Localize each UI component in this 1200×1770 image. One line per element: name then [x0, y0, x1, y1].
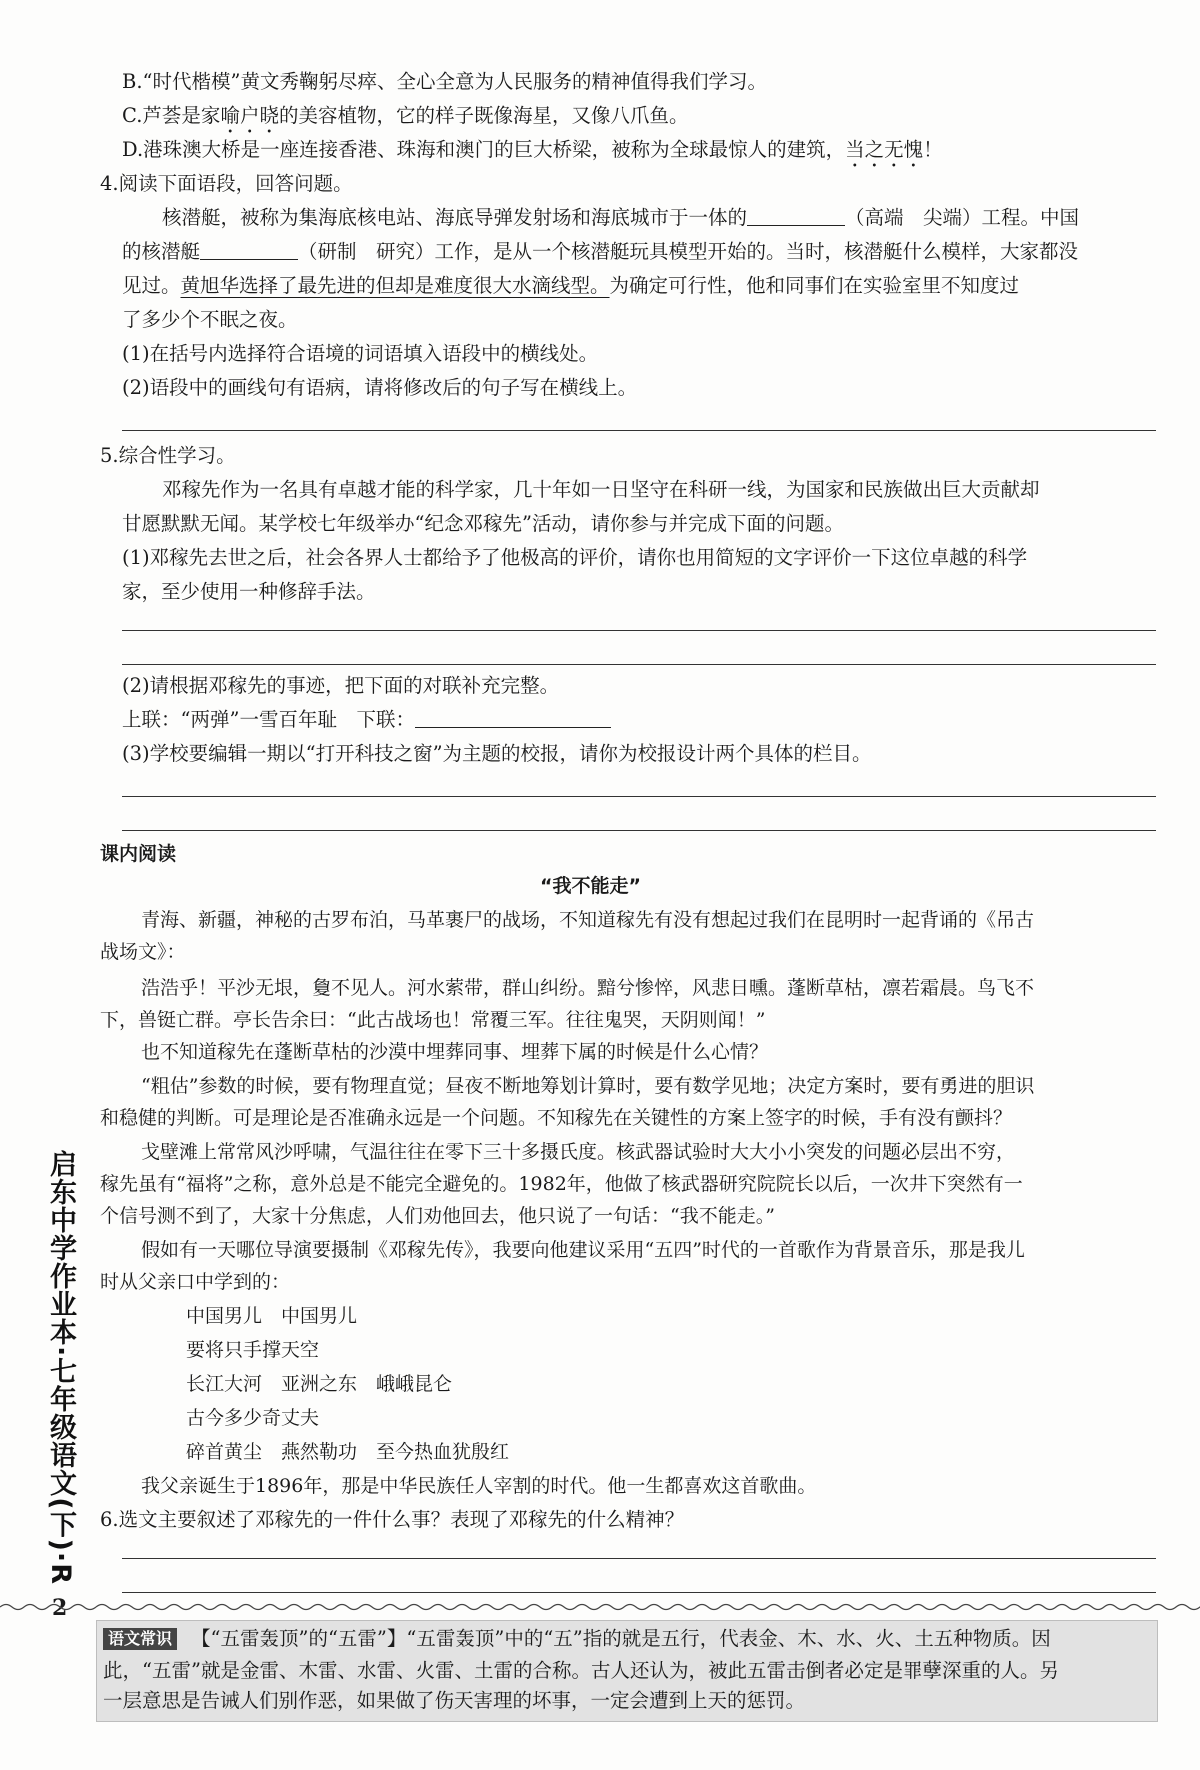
tip-line-3: 一层意思是告诫人们别作恶，如果做了伤天害理的坏事，一定会遭到上天的惩罚。 — [103, 1689, 806, 1712]
q6-stem: 6.选文主要叙述了邓稼先的一件什么事？表现了邓稼先的什么精神？ — [100, 1508, 685, 1531]
tip-line-1 — [103, 1625, 1051, 1653]
q4-para-line4: 了多少个不眠之夜。 — [122, 308, 298, 331]
q4-para-line1-b: （高端 尖端）工程。中国 — [845, 206, 1080, 229]
tip-line-2: 此，“五雷”就是金雷、木雷、水雷、火雷、土雷的合称。古人还认为，被此五雷击倒者必定是罪孽深重的人。另 — [103, 1659, 1059, 1682]
q4-para-line2-b: （研制 研究）工作，是从一个核潜艇玩具模型开始的。当时，核潜艇什么模样，大家都没 — [298, 240, 1079, 263]
tip-tag: 语文常识 — [103, 1628, 177, 1650]
q5-couplet — [122, 706, 611, 734]
song-line: 长江大河 亚洲之东 峨峨昆仑 — [186, 1373, 453, 1395]
passage-line: 和稳健的判断。可是理论是否准确永远是一个问题。不知稼先在关键性的方案上签字的时候，手有没有颤抖？ — [100, 1107, 1013, 1129]
song-line: 中国男儿 中国男儿 — [186, 1305, 358, 1327]
q5-answer-line-4[interactable] — [122, 830, 1156, 831]
q4-para-line2 — [122, 238, 1078, 266]
q3-option-c-dotted: 喻户晓 — [220, 104, 279, 127]
passage-line: 青海、新疆，神秘的古罗布泊，马革裹尸的战场，不知道稼先有没有想起过我们在昆明时一起背诵的《吊古 — [141, 909, 1035, 931]
q3-option-d-pre: D.港珠澳大桥是一座连接香港、珠海和澳门的巨大桥梁，被称为全球最惊人的建筑， — [122, 138, 846, 161]
passage-line: 戈壁滩上常常风沙呼啸，气温往往在零下三十多摄氏度。核武器试验时大大小小突发的问题必层出不穷， — [141, 1141, 1016, 1163]
q3-option-c-pre: C.芦荟是家 — [122, 104, 221, 127]
passage-line: “粗估”参数的时候，要有物理直觉；昼夜不断地筹划计算时，要有数学见地；决定方案时，要有勇进的胆识 — [141, 1075, 1035, 1097]
song-line: 碎首黄尘 燕然勒功 至今热血犹殷红 — [186, 1441, 510, 1463]
q5-answer-line-2[interactable] — [122, 664, 1156, 665]
q4-para-line3 — [122, 272, 1019, 300]
q4-blank-2[interactable] — [200, 259, 298, 260]
song-line: 古今多少奇丈夫 — [186, 1407, 320, 1429]
q4-sub1: (1)在括号内选择符合语境的词语填入语段中的横线处。 — [122, 342, 599, 365]
q5-couplet-blank[interactable] — [415, 727, 611, 728]
q5-couplet-upper: 上联：“两弹”一雪百年耻 下联： — [122, 708, 415, 731]
passage-line: 战场文》： — [100, 941, 186, 963]
q4-para-line2-a: 的核潜艇 — [122, 240, 201, 263]
q4-para-line1 — [162, 204, 1079, 232]
page-number: 2 — [52, 1595, 68, 1621]
q5-sub1-line2: 家，至少使用一种修辞手法。 — [122, 580, 376, 603]
q6-answer-line-2[interactable] — [122, 1592, 1156, 1593]
q3-option-d — [122, 136, 943, 172]
q4-answer-line[interactable] — [122, 430, 1156, 431]
passage-line: 浩浩乎！平沙无垠，敻不见人。河水萦带，群山纠纷。黯兮惨悴，风悲日曛。蓬断草枯，凛若霜晨。鸟飞不 — [141, 977, 1035, 999]
q5-answer-line-1[interactable] — [122, 630, 1156, 631]
q4-sub2: (2)语段中的画线句有语病，请将修改后的句子写在横线上。 — [122, 376, 638, 399]
q4-stem: 4.阅读下面语段，回答问题。 — [100, 172, 353, 195]
q5-sub1-line1: (1)邓稼先去世之后，社会各界人士都给予了他极高的评价，请你也用简短的文字评价一下这位卓越的科学 — [122, 546, 1028, 569]
tip-text-1: 【“五雷轰顶”的“五雷”】“五雷轰顶”中的“五”指的就是五行，代表金、木、水、火、土五种物质。因 — [191, 1627, 1051, 1650]
q5-sub3: (3)学校要编辑一期以“打开科技之窗”为主题的校报，请你为校报设计两个具体的栏目。 — [122, 742, 872, 765]
song-line: 要将只手撑天空 — [186, 1339, 320, 1361]
q5-stem: 5.综合性学习。 — [100, 444, 236, 467]
wave-divider — [0, 1600, 1200, 1614]
book-title-sidebar: 启东中学作业本·七年级语文(下)·R — [45, 1150, 76, 1585]
passage-line: 假如有一天哪位导演要摄制《邓稼先传》，我要向他建议采用“五四”时代的一首歌作为背景音乐，那是我儿 — [141, 1239, 1025, 1261]
knowledge-tip-box — [96, 1620, 1158, 1722]
q5-para-line2: 甘愿默默无闻。某学校七年级举办“纪念邓稼先”活动，请你参与并完成下面的问题。 — [122, 512, 844, 535]
q4-underlined-sentence: 黄旭华选择了最先进的但却是难度很大水滴线型。 — [180, 274, 610, 297]
passage-line: 也不知道稼先在蓬断草枯的沙漠中埋葬同事、埋葬下属的时候是什么心情？ — [141, 1041, 769, 1063]
q5-answer-line-3[interactable] — [122, 796, 1156, 797]
passage-line: 我父亲诞生于1896年，那是中华民族任人宰割的时代。他一生都喜欢这首歌曲。 — [141, 1475, 817, 1497]
q3-option-d-dotted: 当之无愧 — [845, 138, 924, 161]
passage-line: 稼先虽有“福将”之称，意外总是不能完全避免的。1982年，他做了核武器研究院院长以后，一次井下突然有一 — [100, 1173, 1023, 1195]
q3-option-c — [122, 102, 688, 138]
passage-line: 时从父亲口中学到的： — [100, 1271, 291, 1293]
q6-answer-line-1[interactable] — [122, 1558, 1156, 1559]
q3-option-c-post: 的美容植物，它的样子既像海星，又像八爪鱼。 — [278, 104, 689, 127]
passage-line: 下，兽铤亡群。亭长告余曰：“此古战场也！常覆三军。往往鬼哭，天阴则闻！” — [100, 1009, 766, 1031]
q4-para-line3-a: 见过。 — [122, 274, 181, 297]
q4-blank-1[interactable] — [747, 225, 845, 226]
q3-option-d-post: ！ — [923, 138, 943, 161]
q5-sub2: (2)请根据邓稼先的事迹，把下面的对联补充完整。 — [122, 674, 560, 697]
q4-para-line1-a: 核潜艇，被称为集海底核电站、海底导弹发射场和海底城市于一体的 — [162, 206, 748, 229]
passage-line: 个信号测不到了，大家十分焦虑，人们劝他回去，他只说了一句话：“我不能走。” — [100, 1205, 775, 1227]
q5-para-line1: 邓稼先作为一名具有卓越才能的科学家，几十年如一日坚守在科研一线，为国家和民族做出巨大贡献却 — [162, 478, 1040, 501]
q4-para-line3-b: 为确定可行性，他和同事们在实验室里不知度过 — [609, 274, 1020, 297]
section-heading: 课内阅读 — [100, 843, 177, 865]
passage-title: “我不能走” — [540, 875, 641, 897]
q3-option-b: B.“时代楷模”黄文秀鞠躬尽瘁、全心全意为人民服务的精神值得我们学习。 — [122, 70, 767, 93]
